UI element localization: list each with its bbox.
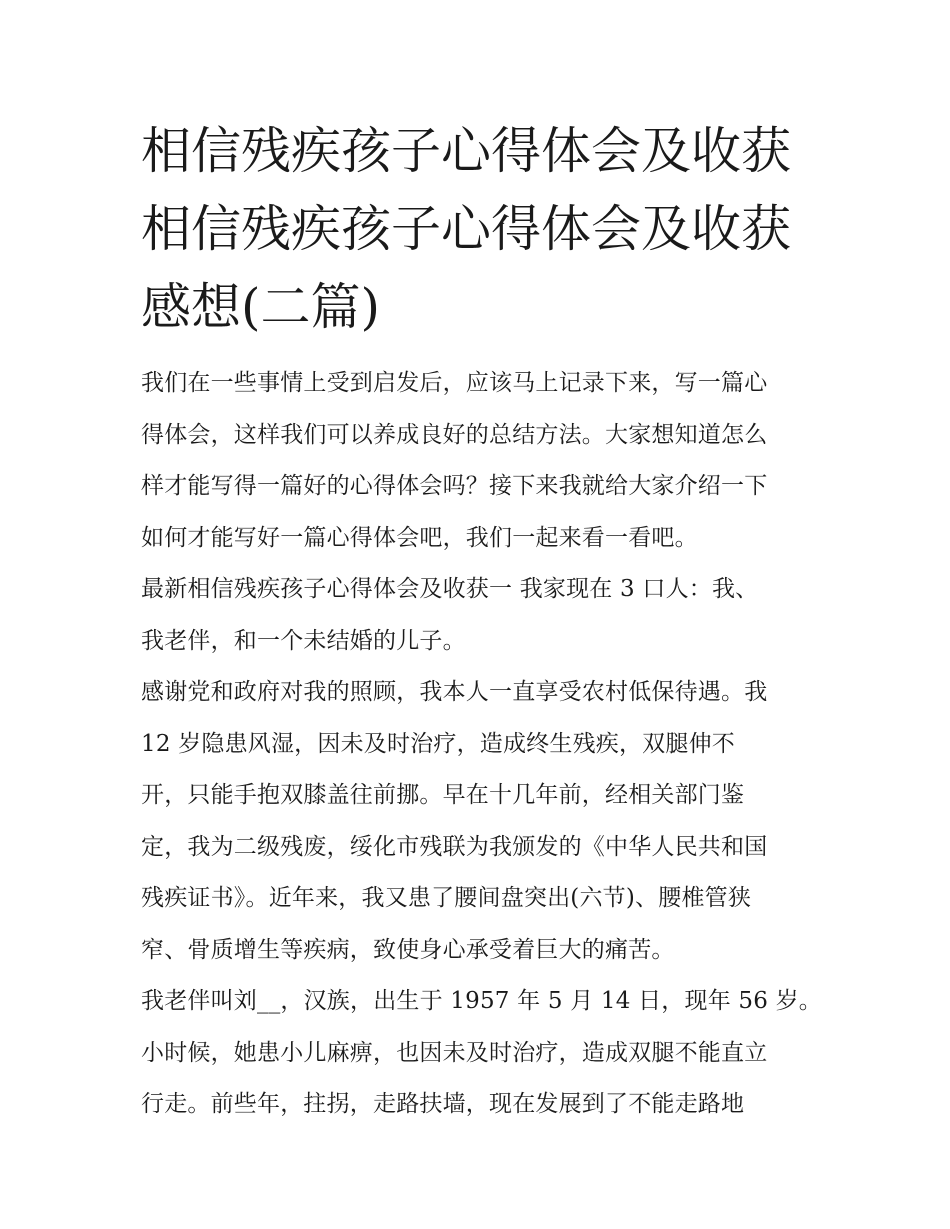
document-page xyxy=(141,112,822,1131)
text-line: 如何才能写好一篇心得体会吧，我们一起来看一看吧。 xyxy=(141,524,698,551)
text-line: 行走。前些年，拄拐，走路扶墙，现在发展到了不能走路地 xyxy=(141,1091,745,1117)
text-line: 定，我为二级残废，绥化市残联为我颁发的《中华人民共和国 xyxy=(141,833,768,860)
title-line-2: 相信残疾孩子心得体会及收获 xyxy=(141,200,791,258)
text-line: 小时候，她患小儿麻痹，也因未及时治疗，造成双腿不能直立 xyxy=(141,1039,768,1066)
text-line: 我老伴叫刘__，汉族，出生于 1957 年 5 月 14 日，现年 56 岁。 xyxy=(141,988,822,1014)
paragraph-family xyxy=(141,564,816,667)
text-line: 窄、骨质增生等疾病，致使身心承受着巨大的痛苦。 xyxy=(141,936,675,963)
document-title xyxy=(141,112,816,346)
paragraph-spouse xyxy=(141,976,822,1131)
text-line: 最新相信残疾孩子心得体会及收获一 我家现在 3 口人：我、 xyxy=(141,576,759,602)
text-line: 我老伴，和一个未结婚的儿子。 xyxy=(141,627,466,654)
text-line: 得体会，这样我们可以养成良好的总结方法。大家想知道怎么 xyxy=(141,421,768,448)
paragraph-intro xyxy=(141,358,816,564)
text-line: 残疾证书》。近年来，我又患了腰间盘突出(六节)、腰椎管狭 xyxy=(141,885,752,911)
text-line: 开，只能手抱双膝盖往前挪。早在十几年前，经相关部门鉴 xyxy=(141,782,745,808)
paragraph-self xyxy=(141,667,816,976)
title-line-3: 感想(二篇) xyxy=(141,278,381,336)
text-line: 样才能写得一篇好的心得体会吗？接下来我就给大家介绍一下 xyxy=(141,473,768,499)
text-line: 12 岁隐患风湿，因未及时治疗，造成终生残疾，双腿伸不 xyxy=(141,730,735,757)
text-line: 感谢党和政府对我的照顾，我本人一直享受农村低保待遇。我 xyxy=(141,679,768,705)
title-line-1: 相信残疾孩子心得体会及收获 xyxy=(141,122,791,180)
text-line: 我们在一些事情上受到启发后，应该马上记录下来，写一篇心 xyxy=(141,370,768,396)
